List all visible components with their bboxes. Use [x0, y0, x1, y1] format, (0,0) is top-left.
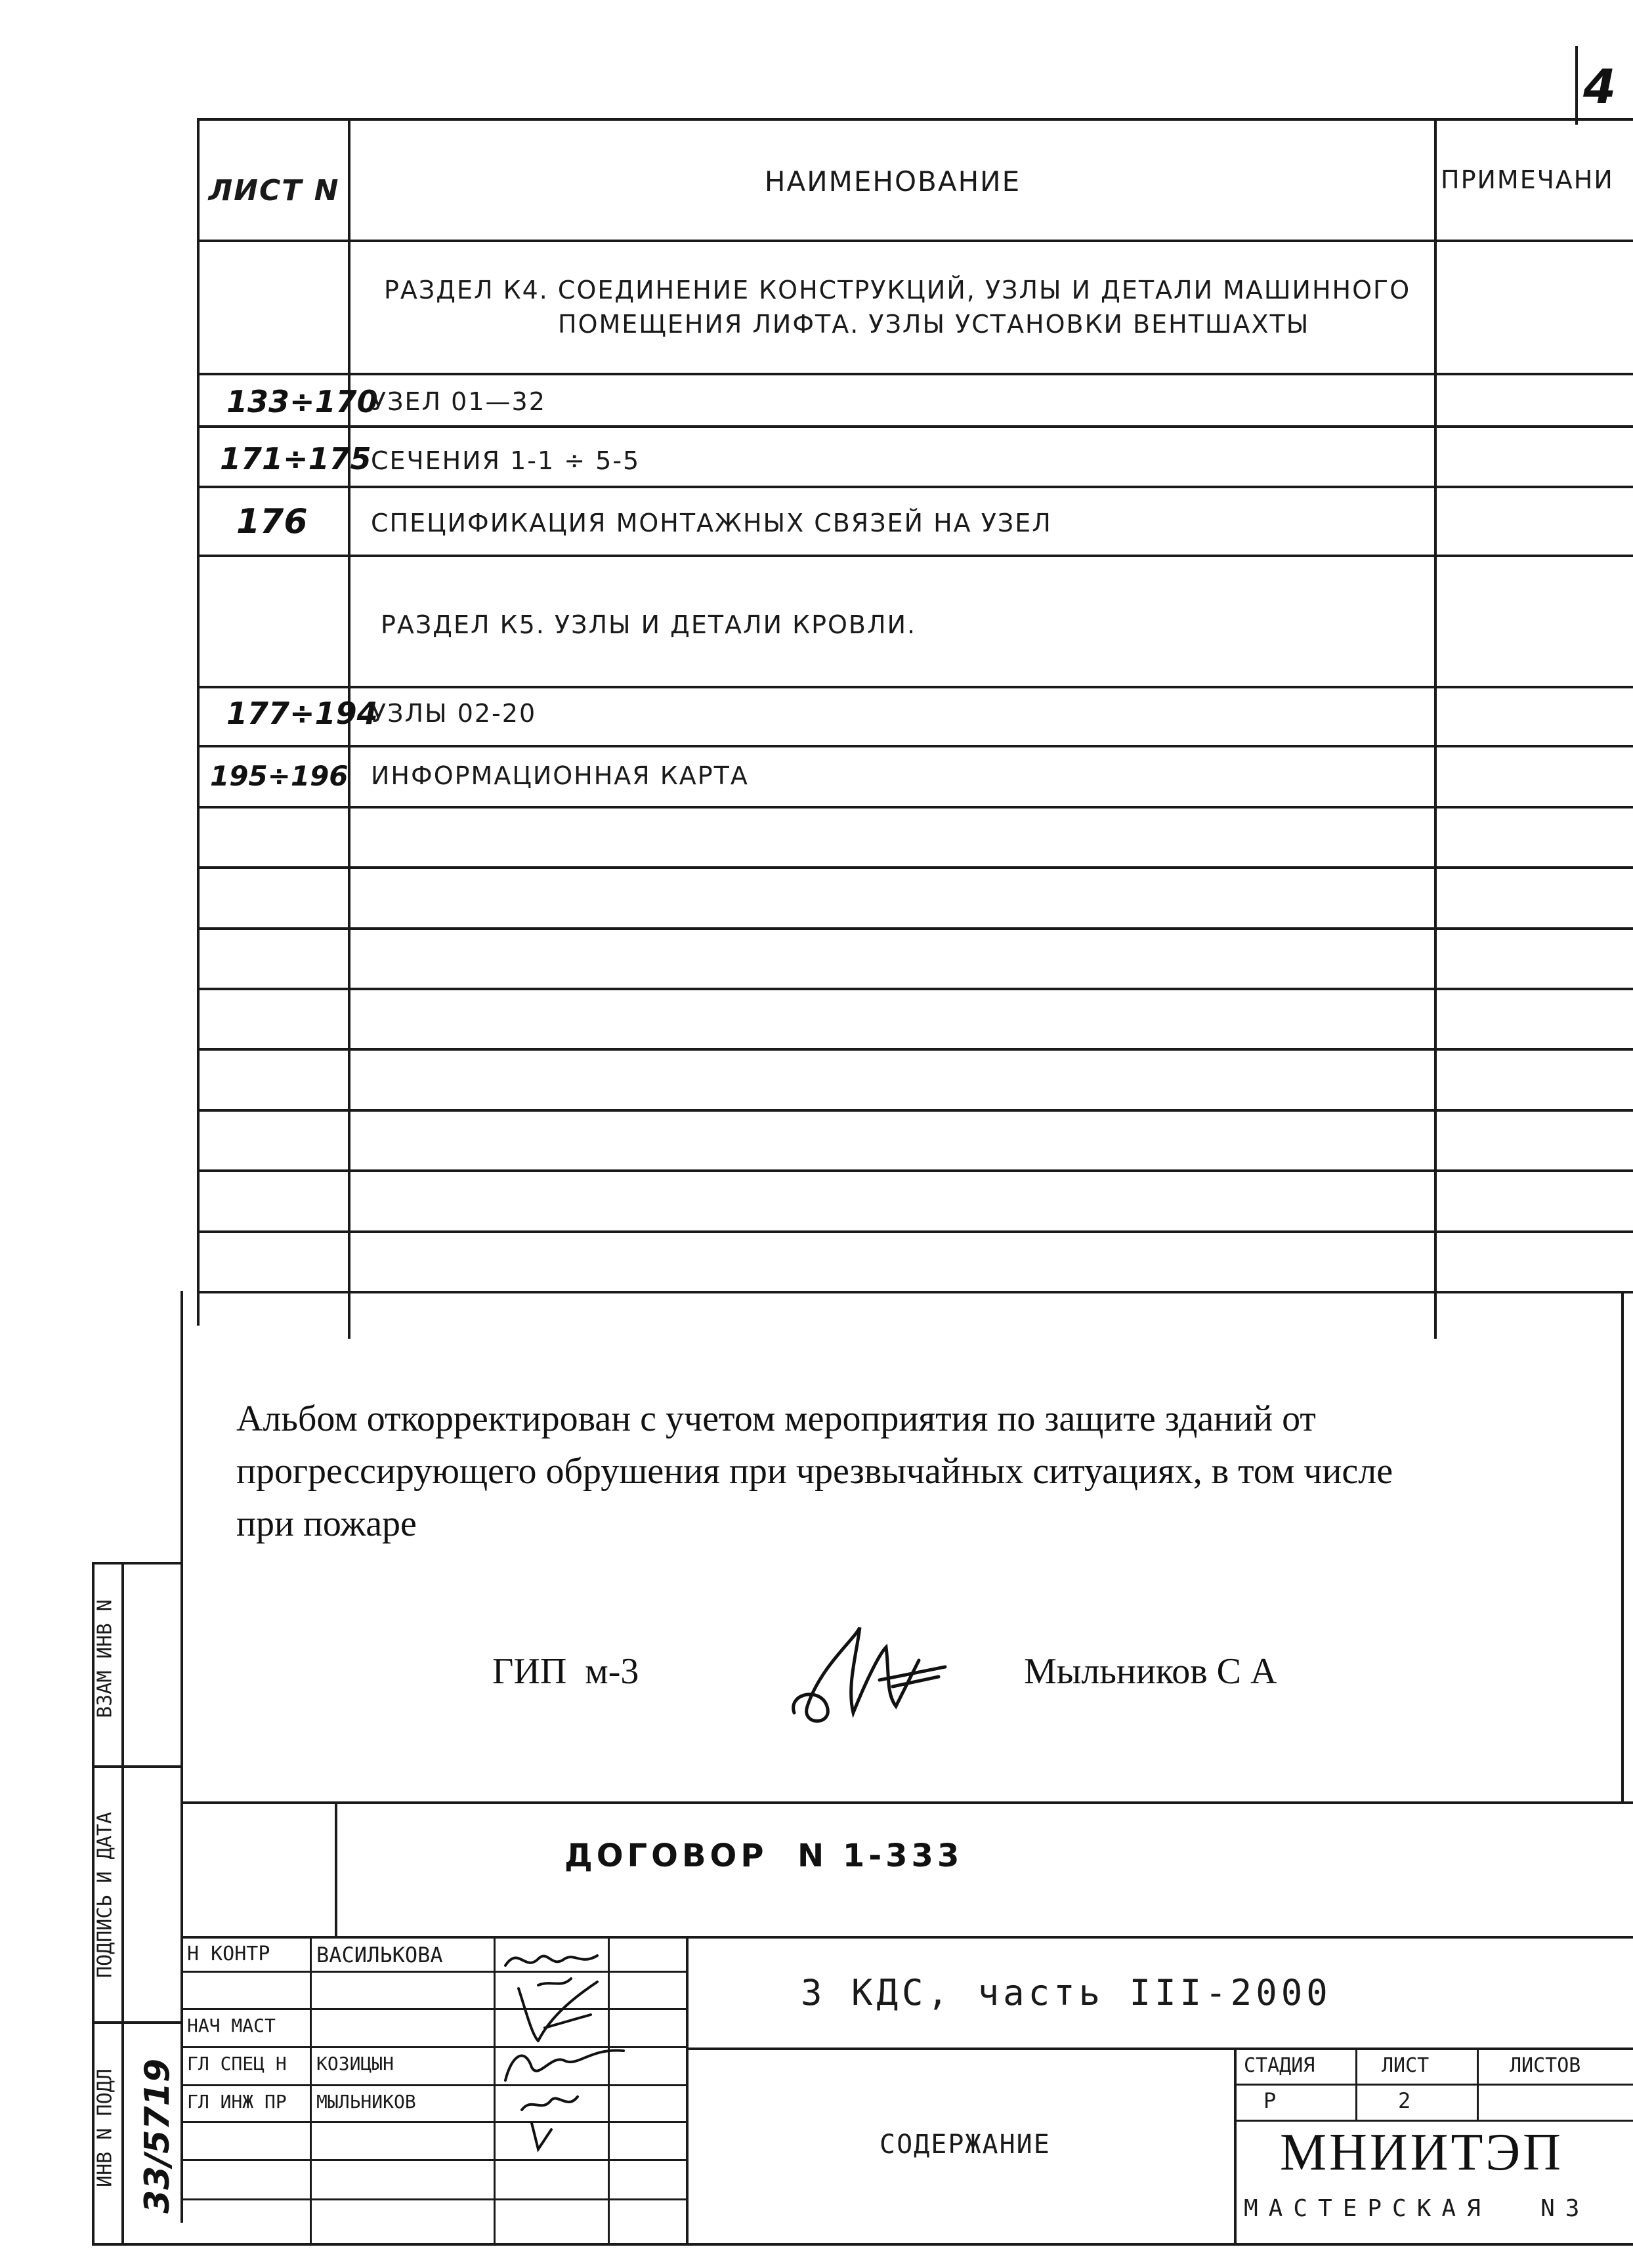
signatory-name: КОЗИЦЫН [316, 2053, 394, 2074]
row-line [197, 1291, 1633, 1293]
signatory-role: ГЛ СПЕЦ Н [187, 2053, 287, 2074]
frame-right-border [1621, 1291, 1624, 1803]
row-line [197, 686, 1633, 688]
row-sheet-range: 133÷170 [226, 384, 378, 419]
approval-role: ГИП м-3 [492, 1651, 639, 1692]
project-code: 3 КДС, часть III-2000 [801, 1972, 1332, 2013]
margin-divider [92, 1765, 180, 1768]
table-left-border [197, 118, 200, 1326]
sig-row-line [180, 2008, 687, 2010]
document-title: СОДЕРЖАНИЕ [880, 2130, 1051, 2160]
signature-kozitsyn [499, 2041, 630, 2087]
row-line [197, 373, 1633, 375]
row-line [197, 866, 1633, 869]
header-name: НАИМЕНОВАНИЕ [764, 165, 1021, 198]
titleblock-top-line [180, 1936, 1633, 1939]
row-name: СПЕЦИФИКАЦИЯ МОНТАЖНЫХ СВЯЗЕЙ НА УЗЕЛ [371, 509, 1052, 537]
row-sheet-range: 176 [236, 502, 308, 541]
margin-label-inv-podl: ИНВ N ПОДЛ [93, 2068, 117, 2187]
signatory-role: НАЧ МАСТ [187, 2015, 276, 2036]
row-name: СЕЧЕНИЯ 1-1 ÷ 5-5 [371, 446, 641, 475]
margin-divider [92, 2021, 180, 2024]
sig-row-line [180, 2198, 687, 2200]
signatory-name: ВАСИЛЬКОВА [316, 1942, 443, 1967]
margin-label-sign-date: ПОДПИСЬ И ДАТА [93, 1812, 117, 1978]
section-k5: РАЗДЕЛ К5. УЗЛЫ И ДЕТАЛИ КРОВЛИ. [381, 610, 917, 639]
row-line [197, 1109, 1633, 1112]
organization-name: МНИИТЭП [1280, 2124, 1563, 2181]
titleblock-bottom-line [92, 2243, 1633, 2246]
note-line-2: прогрессирующего обрушения при чрезвычайных ситуациях, в том числе [236, 1451, 1393, 1492]
contract-col-line [335, 1801, 337, 1936]
workshop-name: МАСТЕРСКАЯ N3 [1244, 2195, 1590, 2222]
frame-left-border [180, 1291, 183, 2223]
section-k4-line2: ПОМЕЩЕНИЯ ЛИФТА. УЗЛЫ УСТАНОВКИ ВЕНТШАХТЫ [558, 310, 1310, 339]
sig-row-line [180, 2159, 687, 2161]
row-line [197, 988, 1633, 990]
sheet-label: ЛИСТ [1382, 2054, 1430, 2077]
col-divider-note [1434, 118, 1437, 1339]
contract-top-line [180, 1801, 1633, 1804]
stage-value: Р [1263, 2088, 1277, 2113]
row-line [197, 745, 1633, 747]
header-note: ПРИМЕЧАНИ [1441, 165, 1614, 194]
note-line-1: Альбом откорректирован с учетом мероприятия по защите зданий от [236, 1398, 1316, 1439]
header-sheet: ЛИСТ N [208, 174, 340, 207]
signature-mylnikov [512, 2084, 591, 2156]
sig-row-line [180, 2121, 687, 2123]
row-line [197, 425, 1633, 428]
row-name: УЗЕЛ 01—32 [371, 387, 546, 416]
margin-label-inv-vzam: ВЗАМ ИНВ N [93, 1599, 117, 1718]
page-number: 4 [1583, 59, 1617, 114]
row-sheet-range: 195÷196 [210, 760, 349, 792]
sig-row-line [180, 1971, 687, 1973]
sheets-label: ЛИСТОВ [1510, 2054, 1581, 2077]
row-line [197, 486, 1633, 488]
section-k4-line1: РАЗДЕЛ К4. СОЕДИНЕНИЕ КОНСТРУКЦИЙ, УЗЛЫ И ДЕТАЛИ МАШИННОГО [384, 276, 1411, 304]
signatory-name: МЫЛЬНИКОВ [316, 2091, 416, 2112]
row-line [197, 1169, 1633, 1172]
margin-inv-number: 33/5719 [138, 2058, 177, 2214]
gip-signature [781, 1614, 952, 1732]
margin-inner-line [121, 1562, 124, 2244]
approval-name: Мыльников С А [1024, 1651, 1277, 1692]
row-line [197, 1048, 1633, 1051]
signatory-role: Н КОНТР [187, 1942, 270, 1965]
stage-label: СТАДИЯ [1244, 2054, 1315, 2077]
note-line-3: при пожаре [236, 1503, 417, 1544]
contract-number: ДОГОВОР N 1-333 [564, 1838, 964, 1874]
titleblock-mid-line [686, 2048, 1633, 2050]
row-sheet-range: 171÷175 [220, 441, 371, 476]
stage-row-line [1234, 2120, 1633, 2122]
signatory-role: ГЛ ИНЖ ПР [187, 2091, 287, 2112]
stage-row-line [1234, 2084, 1633, 2086]
row-line [197, 240, 1633, 242]
row-sheet-range: 177÷194 [226, 696, 378, 731]
row-line [197, 927, 1633, 930]
stage-box-left [1234, 2048, 1237, 2244]
row-line [197, 555, 1633, 557]
row-name: ИНФОРМАЦИОННАЯ КАРТА [371, 761, 749, 790]
signature-nach-mast [505, 1975, 610, 2048]
row-line [197, 1230, 1633, 1233]
sheet-value: 2 [1398, 2088, 1411, 2113]
corner-mark-line [1575, 46, 1578, 125]
row-line [197, 806, 1633, 808]
table-top-border [197, 118, 1633, 121]
row-name: УЗЛЫ 02-20 [371, 699, 537, 728]
